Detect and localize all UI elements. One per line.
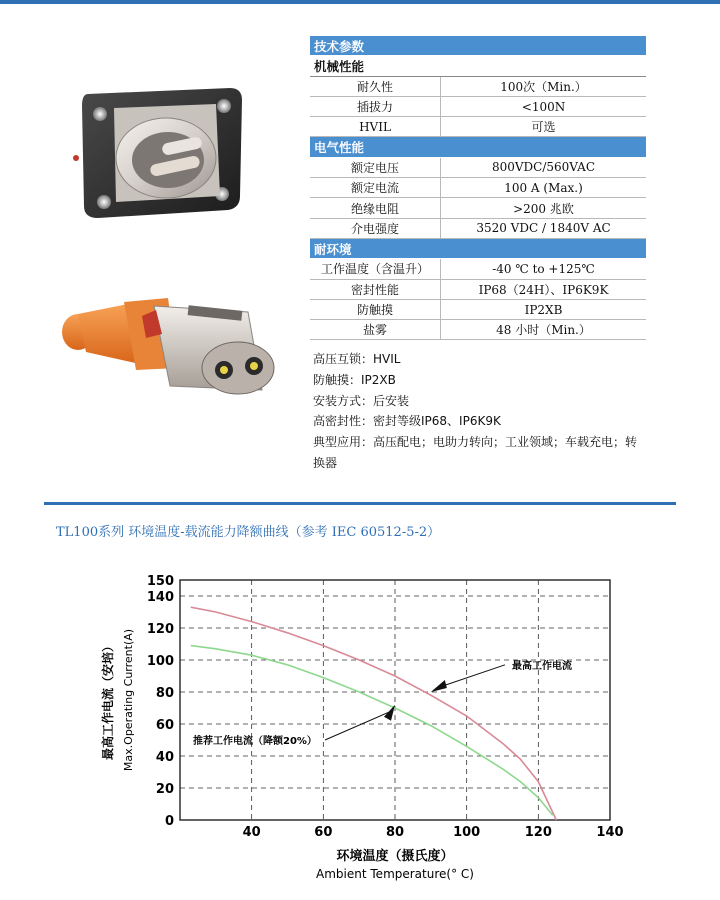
x-tick-label: 100 bbox=[453, 825, 481, 840]
spec-value: 48 小时（Min.） bbox=[441, 320, 647, 340]
x-axis-label: 环境温度（摄氏度） bbox=[336, 849, 454, 864]
spec-row bbox=[310, 117, 646, 137]
spec-row bbox=[310, 157, 646, 177]
y-axis-label-en: Max.Operating Current(A) bbox=[122, 628, 135, 772]
note-line: 典型应用：高压配电；电助力转向；工业领域；车载充电；转换器 bbox=[313, 435, 638, 470]
spec-label: 防触摸 bbox=[310, 299, 441, 319]
annotation-recommended-current: 推荐工作电流（降额20%） bbox=[193, 736, 317, 747]
spec-value: <100N bbox=[441, 96, 647, 116]
x-tick-label: 80 bbox=[385, 825, 405, 840]
spec-group-title: 电气性能 bbox=[310, 137, 646, 157]
spec-row bbox=[310, 178, 646, 198]
receptacle-product-image bbox=[70, 84, 250, 224]
spec-section-header bbox=[310, 36, 646, 56]
spec-value: 800VDC/560VAC bbox=[441, 157, 647, 177]
y-tick-label: 120 bbox=[146, 622, 174, 637]
x-axis-label-en: Ambient Temperature(° C) bbox=[316, 867, 474, 881]
y-tick-label: 140 bbox=[146, 590, 174, 605]
y-tick-label: 60 bbox=[155, 718, 174, 733]
spec-row bbox=[310, 76, 646, 96]
spec-value: -40 ℃ to +125℃ bbox=[441, 259, 647, 279]
spec-label: 耐久性 bbox=[310, 76, 441, 96]
spec-section-title: 技术参数 bbox=[310, 36, 646, 56]
top-rule bbox=[0, 0, 720, 4]
note-line: 高压互锁：HVIL bbox=[313, 352, 401, 366]
spec-value: 100次（Min.） bbox=[441, 76, 647, 96]
spec-row bbox=[310, 279, 646, 299]
spec-value: 100 A (Max.) bbox=[441, 178, 647, 198]
spec-group-header bbox=[310, 238, 646, 258]
chart-title: TL100系列 环境温度-载流能力降额曲线（参考 IEC 60512-5-2） bbox=[56, 525, 441, 540]
y-tick-label: 0 bbox=[164, 814, 174, 829]
spec-row bbox=[310, 218, 646, 238]
feature-notes bbox=[313, 349, 645, 474]
plug-product-image bbox=[58, 290, 284, 420]
spec-row bbox=[310, 198, 646, 218]
y-tick-label: 150 bbox=[146, 574, 174, 589]
y-tick-label: 20 bbox=[155, 782, 174, 797]
y-tick-label: 80 bbox=[155, 686, 174, 701]
spec-label: 绝缘电阻 bbox=[310, 198, 441, 218]
spec-label: 工作温度（含温升） bbox=[310, 259, 441, 279]
spec-label: HVIL bbox=[310, 117, 441, 137]
spec-table bbox=[310, 36, 646, 340]
derating-chart bbox=[0, 560, 720, 890]
spec-value: 3520 VDC / 1840V AC bbox=[441, 218, 647, 238]
spec-row bbox=[310, 320, 646, 340]
spec-row bbox=[310, 299, 646, 319]
note-line: 防触摸：IP2XB bbox=[313, 372, 396, 387]
x-tick-label: 40 bbox=[242, 825, 261, 840]
spec-row bbox=[310, 259, 646, 279]
y-tick-label: 40 bbox=[155, 750, 174, 765]
x-tick-label: 60 bbox=[314, 825, 333, 840]
spec-row bbox=[310, 96, 646, 116]
note-line: 安装方式：后安装 bbox=[313, 393, 410, 408]
spec-label: 插拔力 bbox=[310, 96, 441, 116]
spec-label: 额定电压 bbox=[310, 157, 441, 177]
annotation-max-current: 最高工作电流 bbox=[512, 660, 572, 672]
spec-label: 介电强度 bbox=[310, 218, 441, 238]
spec-group-header bbox=[310, 56, 646, 76]
spec-value: IP2XB bbox=[441, 299, 647, 319]
spec-label: 盐雾 bbox=[310, 320, 441, 340]
spec-value: IP68（24H）、IP6K9K bbox=[441, 279, 647, 299]
y-tick-label: 100 bbox=[146, 654, 174, 669]
section-divider bbox=[44, 502, 676, 505]
y-axis-label: 最高工作电流（安培） bbox=[101, 639, 115, 761]
x-tick-label: 140 bbox=[596, 825, 624, 840]
spec-value: >200 兆欧 bbox=[441, 198, 647, 218]
spec-value: 可选 bbox=[441, 117, 647, 137]
spec-label: 密封性能 bbox=[310, 279, 441, 299]
spec-group-title: 耐环境 bbox=[310, 238, 646, 258]
spec-group-header bbox=[310, 137, 646, 157]
x-tick-label: 120 bbox=[524, 825, 552, 840]
spec-group-title: 机械性能 bbox=[310, 56, 646, 76]
note-line: 高密封性：密封等级IP68、IP6K9K bbox=[313, 414, 501, 429]
spec-label: 额定电流 bbox=[310, 178, 441, 198]
